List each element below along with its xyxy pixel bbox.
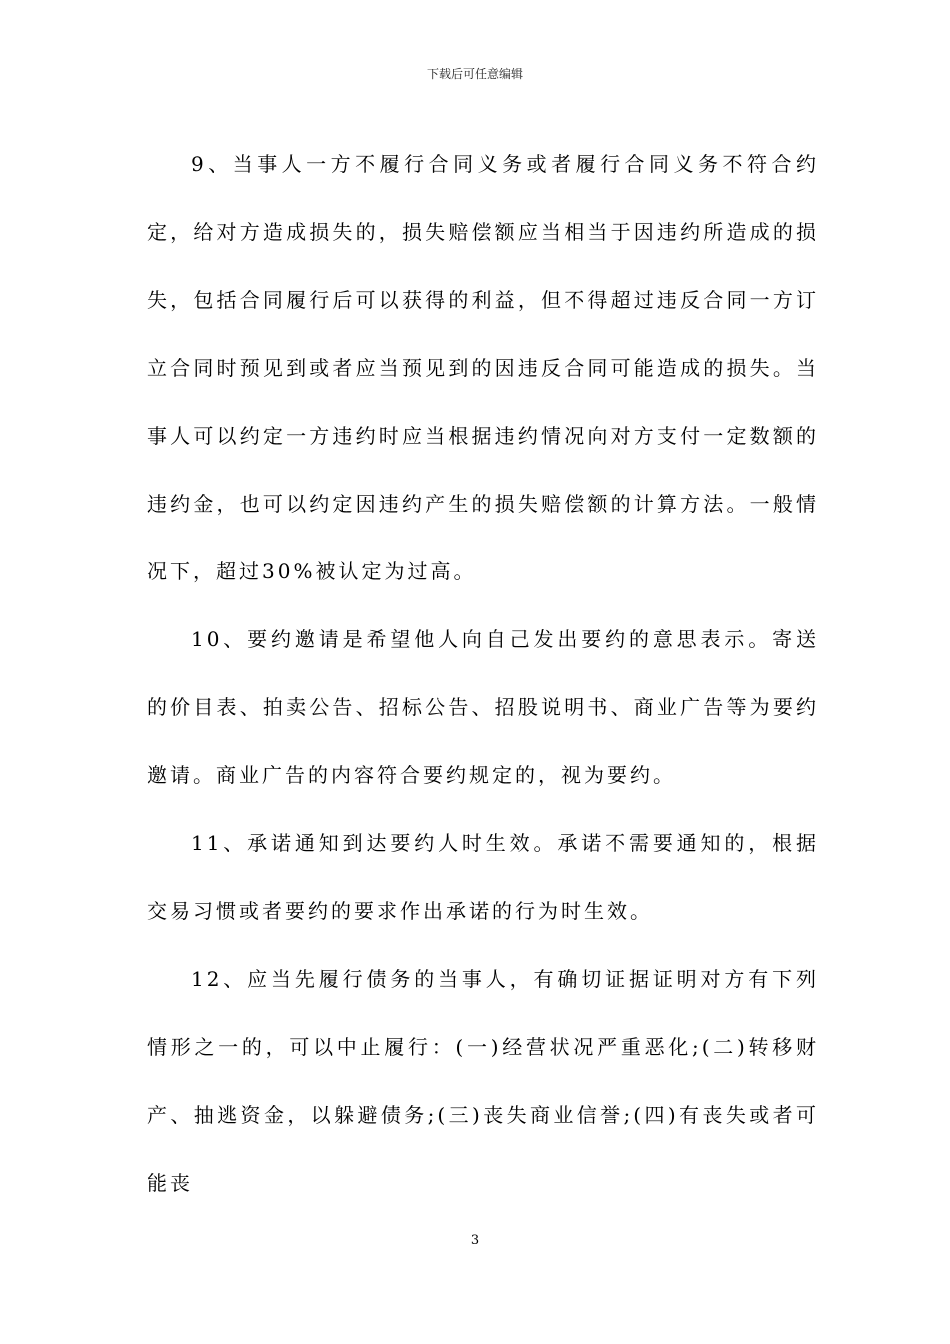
- paragraph-item-10: 10、要约邀请是希望他人向自己发出要约的意思表示。寄送的价目表、拍卖公告、招标公告、招股说明书、商业广告等为要约邀请。商业广告的内容符合要约规定的，视为要约。: [147, 627, 819, 788]
- paragraph-item-12: 12、应当先履行债务的当事人，有确切证据证明对方有下列情形之一的，可以中止履行：(一)经营状况严重恶化;(二)转移财产、抽逃资金，以躲避债务;(三)丧失商业信誉;(四)有丧失或者可能丧: [147, 966, 819, 1195]
- paragraph-item-11: 11、承诺通知到达要约人时生效。承诺不需要通知的，根据交易习惯或者要约的要求作出承诺的行为时生效。: [147, 831, 819, 923]
- document-body: [147, 131, 819, 1218]
- page-number: 3: [470, 1233, 480, 1248]
- paragraph-item-9: 9、当事人一方不履行合同义务或者履行合同义务不符合约定，给对方造成损失的，损失赔偿额应当相当于因违约所造成的损失，包括合同履行后可以获得的利益，但不得超过违反合同一方订立合同时预见到或者应当预见到的因违反合同可能造成的损失。当事人可以约定一方违约时应当根据违约情况向对方支付一定数额的违约金，也可以约定因违约产生的损失赔偿额的计算方法。一般情况下，超过30%被认定为过高。: [147, 152, 819, 584]
- page-header: 下载后可任意编辑: [426, 67, 523, 81]
